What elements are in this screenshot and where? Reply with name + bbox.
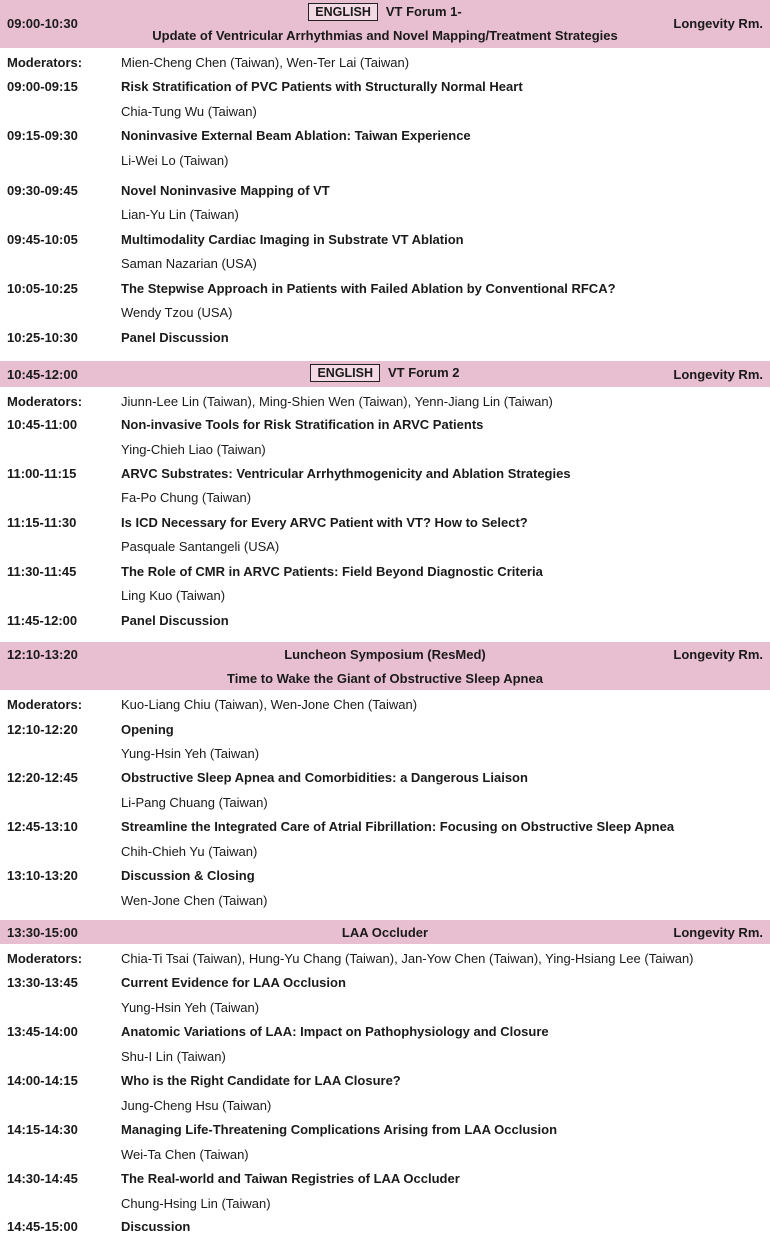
speaker-row <box>0 998 770 1018</box>
talk-speaker: Chung-Hsing Lin (Taiwan) <box>121 1196 271 1211</box>
moderators-label: Moderators: <box>7 55 83 70</box>
moderators-label: Moderators: <box>7 394 83 409</box>
moderators-label: Moderators: <box>7 951 83 966</box>
talk-row <box>0 866 770 886</box>
talk-speaker: Ling Kuo (Taiwan) <box>121 588 226 603</box>
talk-row <box>0 768 770 788</box>
talk-title: Who is the Right Candidate for LAA Closure? <box>121 1073 401 1088</box>
moderators-row <box>0 695 770 715</box>
session-header <box>0 361 770 387</box>
talk-time: 14:00-14:15 <box>7 1073 78 1088</box>
moderators-names: Jiunn-Lee Lin (Taiwan), Ming-Shien Wen (Taiwan), Yenn-Jiang Lin (Taiwan) <box>121 394 553 409</box>
moderators-row <box>0 53 770 73</box>
talk-speaker: Ying-Chieh Liao (Taiwan) <box>121 442 266 457</box>
talk-row <box>0 1169 770 1189</box>
speaker-row <box>0 205 770 225</box>
session-vt-forum-1 <box>0 0 770 345</box>
talk-time: 09:00-09:15 <box>7 79 78 94</box>
speaker-row <box>0 488 770 508</box>
talk-row <box>0 464 770 484</box>
talk-speaker: Fa-Po Chung (Taiwan) <box>121 490 252 505</box>
talk-speaker: Shu-I Lin (Taiwan) <box>121 1049 226 1064</box>
session-header <box>0 920 770 944</box>
talk-title: Noninvasive External Beam Ablation: Taiwan Experience <box>121 128 471 143</box>
talk-time: 11:15-11:30 <box>7 515 77 530</box>
talk-row <box>0 817 770 837</box>
speaker-row <box>0 793 770 813</box>
talk-row <box>0 77 770 97</box>
talk-speaker: Pasquale Santangeli (USA) <box>121 539 280 554</box>
talk-time: 13:45-14:00 <box>7 1024 78 1039</box>
talk-title: Panel Discussion <box>121 613 229 628</box>
talk-speaker: Lian-Yu Lin (Taiwan) <box>121 207 239 222</box>
talk-title: Managing Life-Threatening Complications Arising from LAA Occlusion <box>121 1122 558 1137</box>
speaker-row <box>0 842 770 862</box>
talk-title: Obstructive Sleep Apnea and Comorbidities: a Dangerous Liaison <box>121 770 528 785</box>
talk-speaker: Wendy Tzou (USA) <box>121 305 233 320</box>
talk-title: Discussion <box>121 1219 191 1234</box>
moderators-label: Moderators: <box>7 697 83 712</box>
session-time: 12:10-13:20 <box>7 647 78 662</box>
moderators-names: Kuo-Liang Chiu (Taiwan), Wen-Jone Chen (Taiwan) <box>121 697 418 712</box>
session-room: Longevity Rm. <box>673 16 763 31</box>
talk-speaker: Jung-Cheng Hsu (Taiwan) <box>121 1098 272 1113</box>
talk-row <box>0 181 770 201</box>
language-badge: ENGLISH <box>308 3 378 21</box>
talk-row <box>0 973 770 993</box>
talk-time: 11:00-11:15 <box>7 466 77 481</box>
session-title: Luncheon Symposium (ResMed) <box>284 647 486 662</box>
talk-time: 09:45-10:05 <box>7 232 78 247</box>
speaker-row <box>0 1096 770 1116</box>
talk-row <box>0 1022 770 1042</box>
session-header <box>0 642 770 690</box>
talk-row <box>0 415 770 435</box>
talk-row <box>0 1217 770 1237</box>
talk-time: 10:05-10:25 <box>7 281 78 296</box>
talk-title: Opening <box>121 722 174 737</box>
talk-time: 09:15-09:30 <box>7 128 78 143</box>
session-title-line <box>0 3 770 21</box>
talk-title: The Stepwise Approach in Patients with Failed Ablation by Conventional RFCA? <box>121 281 616 296</box>
talk-time: 13:30-13:45 <box>7 975 78 990</box>
talk-title: Non-invasive Tools for Risk Stratification in ARVC Patients <box>121 417 484 432</box>
speaker-row <box>0 1194 770 1214</box>
session-vt-forum-2 <box>0 361 770 628</box>
session-title: VT Forum 1- <box>385 4 462 19</box>
talk-speaker: Yung-Hsin Yeh (Taiwan) <box>121 1000 260 1015</box>
moderators-row <box>0 949 770 969</box>
talk-title: Anatomic Variations of LAA: Impact on Pathophysiology and Closure <box>121 1024 549 1039</box>
talk-title: Is ICD Necessary for Every ARVC Patient with VT? How to Select? <box>121 515 528 530</box>
speaker-row <box>0 744 770 764</box>
talk-time: 12:45-13:10 <box>7 819 78 834</box>
language-badge: ENGLISH <box>310 364 380 382</box>
talk-time: 14:30-14:45 <box>7 1171 78 1186</box>
talk-speaker: Wen-Jone Chen (Taiwan) <box>121 893 268 908</box>
talk-speaker: Yung-Hsin Yeh (Taiwan) <box>121 746 260 761</box>
talk-time: 09:30-09:45 <box>7 183 78 198</box>
session-subtitle: Time to Wake the Giant of Obstructive Sleep Apnea <box>227 671 543 686</box>
speaker-row <box>0 1047 770 1067</box>
talk-title: The Real-world and Taiwan Registries of LAA Occluder <box>121 1171 460 1186</box>
session-title: LAA Occluder <box>341 925 429 940</box>
talk-speaker: Saman Nazarian (USA) <box>121 256 257 271</box>
talk-speaker: Li-Wei Lo (Taiwan) <box>121 153 229 168</box>
talk-time: 10:25-10:30 <box>7 330 78 345</box>
session-time: 13:30-15:00 <box>7 925 78 940</box>
moderators-names: Chia-Ti Tsai (Taiwan), Hung-Yu Chang (Taiwan), Jan-Yow Chen (Taiwan), Ying-Hsiang Lee (Taiwan) <box>121 951 694 966</box>
moderators-row <box>0 392 770 412</box>
speaker-row <box>0 537 770 557</box>
session-luncheon-symposium <box>0 642 770 908</box>
talk-speaker: Li-Pang Chuang (Taiwan) <box>121 795 268 810</box>
session-title: VT Forum 2 <box>388 365 460 380</box>
talk-row <box>0 720 770 740</box>
session-laa-occluder <box>0 920 770 1234</box>
talk-row <box>0 611 770 631</box>
talk-time: 14:45-15:00 <box>7 1219 78 1234</box>
talk-title: Panel Discussion <box>121 330 229 345</box>
talk-row <box>0 1120 770 1140</box>
session-room: Longevity Rm. <box>673 925 763 940</box>
talk-speaker: Chia-Tung Wu (Taiwan) <box>121 104 257 119</box>
speaker-row <box>0 1145 770 1165</box>
speaker-row <box>0 151 770 171</box>
talk-title: Novel Noninvasive Mapping of VT <box>121 183 330 198</box>
talk-title: Multimodality Cardiac Imaging in Substrate VT Ablation <box>121 232 464 247</box>
talk-row <box>0 126 770 146</box>
talk-speaker: Wei-Ta Chen (Taiwan) <box>121 1147 249 1162</box>
speaker-row <box>0 891 770 911</box>
moderators-names: Mien-Cheng Chen (Taiwan), Wen-Ter Lai (Taiwan) <box>121 55 410 70</box>
session-time: 09:00-10:30 <box>7 16 78 31</box>
talk-time: 12:10-12:20 <box>7 722 78 737</box>
talk-title: Risk Stratification of PVC Patients with Structurally Normal Heart <box>121 79 523 94</box>
talk-row <box>0 513 770 533</box>
talk-title: Discussion & Closing <box>121 868 255 883</box>
talk-time: 14:15-14:30 <box>7 1122 78 1137</box>
speaker-row <box>0 254 770 274</box>
session-time: 10:45-12:00 <box>7 367 78 382</box>
session-title-line <box>0 364 770 382</box>
talk-time: 13:10-13:20 <box>7 868 78 883</box>
talk-row <box>0 328 770 348</box>
talk-speaker: Chih-Chieh Yu (Taiwan) <box>121 844 258 859</box>
speaker-row <box>0 440 770 460</box>
talk-row <box>0 1071 770 1091</box>
talk-time: 12:20-12:45 <box>7 770 78 785</box>
talk-time: 10:45-11:00 <box>7 417 78 432</box>
session-subtitle: Update of Ventricular Arrhythmias and Novel Mapping/Treatment Strategies <box>152 28 618 43</box>
talk-row <box>0 279 770 299</box>
talk-title: ARVC Substrates: Ventricular Arrhythmogenicity and Ablation Strategies <box>121 466 571 481</box>
speaker-row <box>0 102 770 122</box>
talk-title: Streamline the Integrated Care of Atrial Fibrillation: Focusing on Obstructive Sleep Apnea <box>121 819 675 834</box>
talk-title: Current Evidence for LAA Occlusion <box>121 975 346 990</box>
speaker-row <box>0 586 770 606</box>
talk-row <box>0 562 770 582</box>
session-header <box>0 0 770 48</box>
talk-time: 11:45-12:00 <box>7 613 78 628</box>
talk-time: 11:30-11:45 <box>7 564 77 579</box>
talk-title: The Role of CMR in ARVC Patients: Field Beyond Diagnostic Criteria <box>121 564 543 579</box>
session-room: Longevity Rm. <box>673 647 763 662</box>
session-room: Longevity Rm. <box>673 367 763 382</box>
speaker-row <box>0 303 770 323</box>
talk-row <box>0 230 770 250</box>
